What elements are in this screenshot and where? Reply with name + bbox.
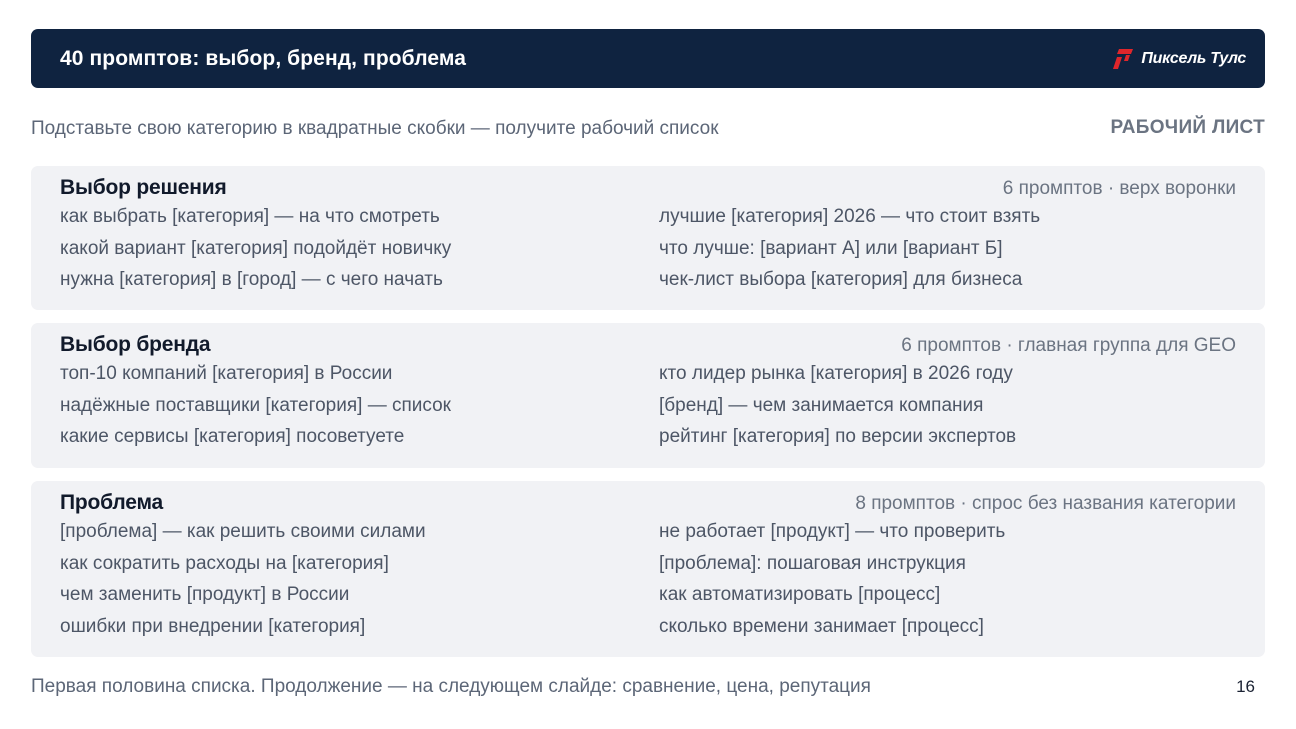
section-meta: 6 промптов · верх воронки bbox=[1002, 178, 1236, 199]
prompt-item: кто лидер рынка [категория] в 2026 году bbox=[659, 363, 1013, 384]
prompt-column-left bbox=[60, 201, 659, 296]
prompt-item: лучшие [категория] 2026 — что стоит взять bbox=[659, 206, 1041, 227]
prompt-item: нужна [категория] в [город] — с чего начать bbox=[60, 269, 443, 291]
prompt-item: надёжные поставщики [категория] — список bbox=[60, 394, 451, 416]
prompt-item: какие сервисы [категория] посоветуете bbox=[60, 426, 405, 448]
brand-name: Пиксель Тулс bbox=[1141, 49, 1246, 67]
prompt-item: [бренд] — чем занимается компания bbox=[659, 394, 984, 416]
slide-footnote: Первая половина списка. Продолжение — на следующем слайде: сравнение, цена, репутация bbox=[31, 676, 871, 697]
prompt-item: сколько времени занимает [процесс] bbox=[659, 616, 984, 638]
page-number: 16 bbox=[1236, 677, 1255, 696]
prompt-column-right bbox=[659, 358, 1236, 453]
section-problem bbox=[31, 481, 1265, 657]
prompt-item: как выбрать [категория] — на что смотреть bbox=[60, 206, 440, 227]
pixel-logo-icon bbox=[1113, 48, 1135, 70]
section-title: Выбор решения bbox=[60, 176, 227, 199]
prompt-item: что лучше: [вариант А] или [вариант Б] bbox=[659, 237, 1003, 259]
section-title: Проблема bbox=[60, 491, 164, 514]
section-title: Выбор бренда bbox=[60, 333, 211, 356]
prompt-column-left bbox=[60, 358, 659, 453]
prompt-item: [проблема]: пошаговая инструкция bbox=[659, 552, 966, 574]
section-meta: 6 промптов · главная группа для GEO bbox=[901, 335, 1236, 356]
prompt-item: [проблема] — как решить своими силами bbox=[60, 521, 426, 542]
prompt-item: как сократить расходы на [категория] bbox=[60, 552, 389, 574]
prompt-item: рейтинг [категория] по версии экспертов bbox=[659, 426, 1017, 448]
prompt-item: топ-10 компаний [категория] в России bbox=[60, 363, 393, 384]
prompt-item: какой вариант [категория] подойдёт новичку bbox=[60, 237, 452, 259]
slide-header bbox=[31, 29, 1265, 88]
prompt-column-right bbox=[659, 201, 1236, 296]
brand-logo bbox=[1113, 48, 1246, 70]
prompt-column-right bbox=[659, 516, 1236, 643]
prompt-item: не работает [продукт] — что проверить bbox=[659, 521, 1006, 542]
section-solution-choice bbox=[31, 166, 1265, 310]
slide-subtitle: Подставьте свою категорию в квадратные скобки — получите рабочий список bbox=[31, 118, 719, 139]
slide-title: 40 промптов: выбор, бренд, проблема bbox=[60, 46, 467, 70]
section-meta: 8 промптов · спрос без названия категории bbox=[855, 493, 1236, 514]
prompt-item: чем заменить [продукт] в России bbox=[60, 584, 350, 606]
prompt-item: чек-лист выбора [категория] для бизнеса bbox=[659, 269, 1023, 291]
prompt-column-left bbox=[60, 516, 659, 643]
prompt-item: ошибки при внедрении [категория] bbox=[60, 616, 366, 638]
worksheet-label: РАБОЧИЙ ЛИСТ bbox=[1110, 117, 1265, 138]
prompt-item: как автоматизировать [процесс] bbox=[659, 584, 941, 606]
section-brand-choice bbox=[31, 323, 1265, 468]
